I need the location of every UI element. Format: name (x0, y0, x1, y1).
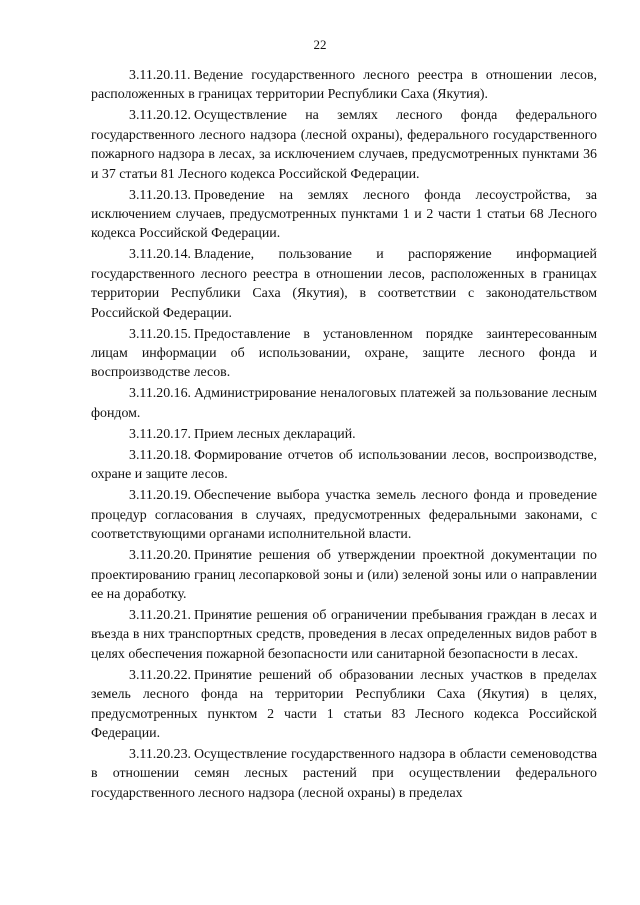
paragraph-number: 3.11.20.15. (129, 326, 191, 342)
paragraph-text: Предоставление в установленном порядке заинтересованным лицам информации об использовании, охране, защите лесного фонда и воспроизводстве лесов. (91, 326, 597, 381)
paragraph-text: Ведение государственного лесного реестра в отношении лесов, расположенных в границах территории Республики Саха (Якутия). (91, 68, 597, 103)
paragraph-text: Осуществление на землях лесного фонда федерального государственного лесного надзора (лесной охраны), федерального государственного пожарного надзора в лесах, за исключением случаев, предусмотренных пунктами 36 и 37 статьи 81 Лесного кодекса Российской Федерации. (91, 108, 597, 182)
paragraph (91, 745, 597, 803)
paragraph-number: 3.11.20.16. (129, 386, 191, 402)
paragraph (91, 446, 597, 485)
paragraph-number: 3.11.20.22. (129, 667, 191, 683)
paragraph-text: Обеспечение выбора участка земель лесного фонда и проведение процедур согласования в случаях, предусмотренных федеральными законами, с соответствующими органами исполнительной власти. (91, 488, 597, 543)
page-number: 22 (313, 37, 327, 52)
paragraph-number: 3.11.20.18. (129, 447, 191, 463)
paragraph-number: 3.11.20.23. (129, 746, 191, 762)
paragraph-text: Владение, пользование и распоряжение информацией государственного лесного реестра в отношении лесов, расположенных в границах территории Республики Саха (Якутия), в соответствии с законодательством Российской Федерации. (91, 247, 597, 321)
paragraph-text: Осуществление государственного надзора в области семеноводства в отношении семян лесных растений при осуществлении федерального государственного лесного надзора (лесной охраны) в пределах (91, 746, 597, 801)
paragraph (91, 245, 597, 323)
document-body (91, 66, 597, 805)
paragraph-number: 3.11.20.17. (129, 426, 191, 442)
paragraph (91, 186, 597, 244)
paragraph-text: Прием лесных деклараций. (194, 426, 356, 442)
paragraph-number: 3.11.20.14. (129, 247, 191, 263)
paragraph-text: Формирование отчетов об использовании лесов, воспроизводстве, охране и защите лесов. (91, 447, 597, 483)
paragraph (91, 66, 597, 105)
paragraph-text: Администрирование неналоговых платежей за пользование лесным фондом. (91, 386, 597, 421)
paragraph-number: 3.11.20.20. (129, 548, 191, 564)
paragraph-text: Принятие решения об утверждении проектной документации по проектированию границ лесопарковой зоны и (или) зеленой зоны или о направлении ее на доработку. (91, 548, 597, 602)
paragraph-text: Принятие решения об ограничении пребывания граждан в лесах и въезда в них транспортных средств, проведения в лесах определенных видов работ в целях обеспечения пожарной безопасности или санитарной безопасности в лесах. (91, 607, 597, 662)
paragraph-text: Принятие решений об образовании лесных участков в пределах земель лесного фонда на территории Республики Саха (Якутия) в целях, предусмотренных пунктом 2 части 1 статьи 83 Лесного кодекса Российской Федерации. (91, 667, 597, 741)
paragraph (91, 606, 597, 664)
paragraph-number: 3.11.20.12. (129, 108, 191, 124)
paragraph-number: 3.11.20.19. (129, 488, 191, 504)
paragraph (91, 325, 597, 383)
paragraph (91, 106, 597, 184)
paragraph-text: Проведение на землях лесного фонда лесоустройства, за исключением случаев, предусмотренных пунктами 1 и 2 части 1 статьи 68 Лесного кодекса Российской Федерации. (91, 187, 597, 242)
paragraph (91, 546, 597, 604)
paragraph (91, 425, 597, 444)
paragraph (91, 666, 597, 744)
paragraph-number: 3.11.20.13. (129, 187, 191, 203)
paragraph (91, 486, 597, 544)
paragraph-number: 3.11.20.11. (129, 68, 191, 83)
paragraph-number: 3.11.20.21. (129, 607, 191, 623)
paragraph (91, 384, 597, 423)
